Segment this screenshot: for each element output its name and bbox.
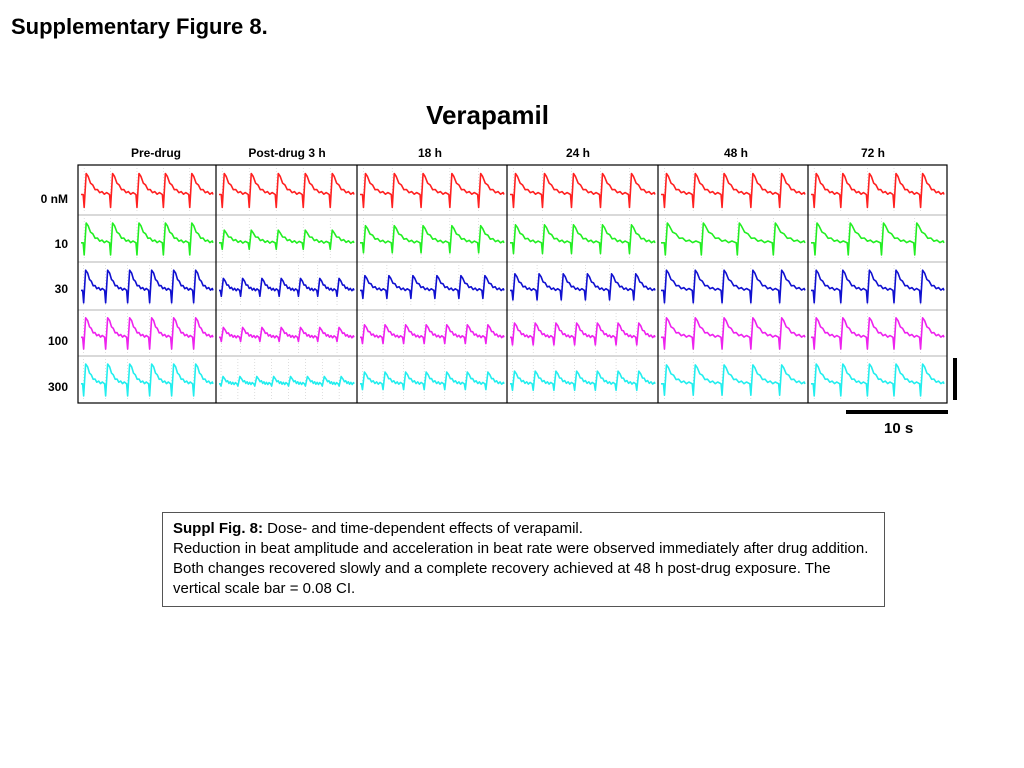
trace-r4-c3 <box>510 371 655 390</box>
trace-r2-c2 <box>360 276 504 299</box>
row-label-30: 30 <box>54 282 68 296</box>
column-label-24h: 24 h <box>565 146 590 160</box>
trace-r0-c4 <box>661 174 805 208</box>
drug-title: Verapamil <box>426 100 549 130</box>
trace-r0-c2 <box>360 174 504 208</box>
trace-r4-c5 <box>811 364 944 396</box>
trace-r0-c1 <box>219 174 354 208</box>
trace-r1-c3 <box>510 225 655 254</box>
time-scale-label: 10 s <box>884 420 914 437</box>
caption-first-line: Dose- and time-dependent effects of verapamil. <box>267 520 583 537</box>
trace-r4-c0 <box>81 364 213 396</box>
column-label-72h: 72 h <box>860 146 885 160</box>
column-label-pre-drug: Pre-drug <box>130 146 181 160</box>
trace-r0-c5 <box>811 174 944 208</box>
trace-r3-c3 <box>510 323 655 345</box>
trace-r1-c1 <box>219 230 354 249</box>
column-label-post-drug-3h: Post-drug 3 h <box>248 146 326 160</box>
trace-r2-c5 <box>811 270 944 303</box>
row-label-10: 10 <box>54 237 68 251</box>
trace-r1-c5 <box>811 223 944 255</box>
trace-r4-c1 <box>219 376 354 386</box>
trace-r3-c0 <box>81 318 213 349</box>
figure-title: Supplementary Figure 8. <box>11 14 268 39</box>
row-label-0nM: 0 nM <box>40 192 68 206</box>
caption-body: Reduction in beat amplitude and acceleration in beat rate were observed immediately after drug addition. Both changes recovered slowly and a complete recovery achieved at 48 h post-drug exposure. The vertical scale bar = 0.08 CI. <box>173 540 869 597</box>
column-label-48h: 48 h <box>723 146 748 160</box>
trace-r0-c0 <box>81 174 213 208</box>
trace-r0-c3 <box>510 174 655 208</box>
trace-r3-c1 <box>219 327 354 341</box>
trace-r1-c0 <box>81 223 213 255</box>
trace-r4-c4 <box>661 365 805 395</box>
trace-r3-c5 <box>811 318 944 349</box>
trace-r1-c2 <box>360 226 504 253</box>
row-label-300: 300 <box>47 380 68 394</box>
caption-heading: Suppl Fig. 8: <box>173 520 263 537</box>
trace-r2-c0 <box>81 270 213 303</box>
trace-r2-c1 <box>219 278 354 296</box>
trace-r4-c2 <box>360 372 504 390</box>
trace-r2-c3 <box>510 274 655 300</box>
trace-r3-c2 <box>360 325 504 344</box>
row-label-100: 100 <box>47 334 68 348</box>
trace-r2-c4 <box>661 270 805 303</box>
trace-r1-c4 <box>661 223 805 255</box>
caption-box <box>162 512 885 607</box>
trace-r3-c4 <box>661 318 805 349</box>
column-label-18h: 18 h <box>417 146 442 160</box>
